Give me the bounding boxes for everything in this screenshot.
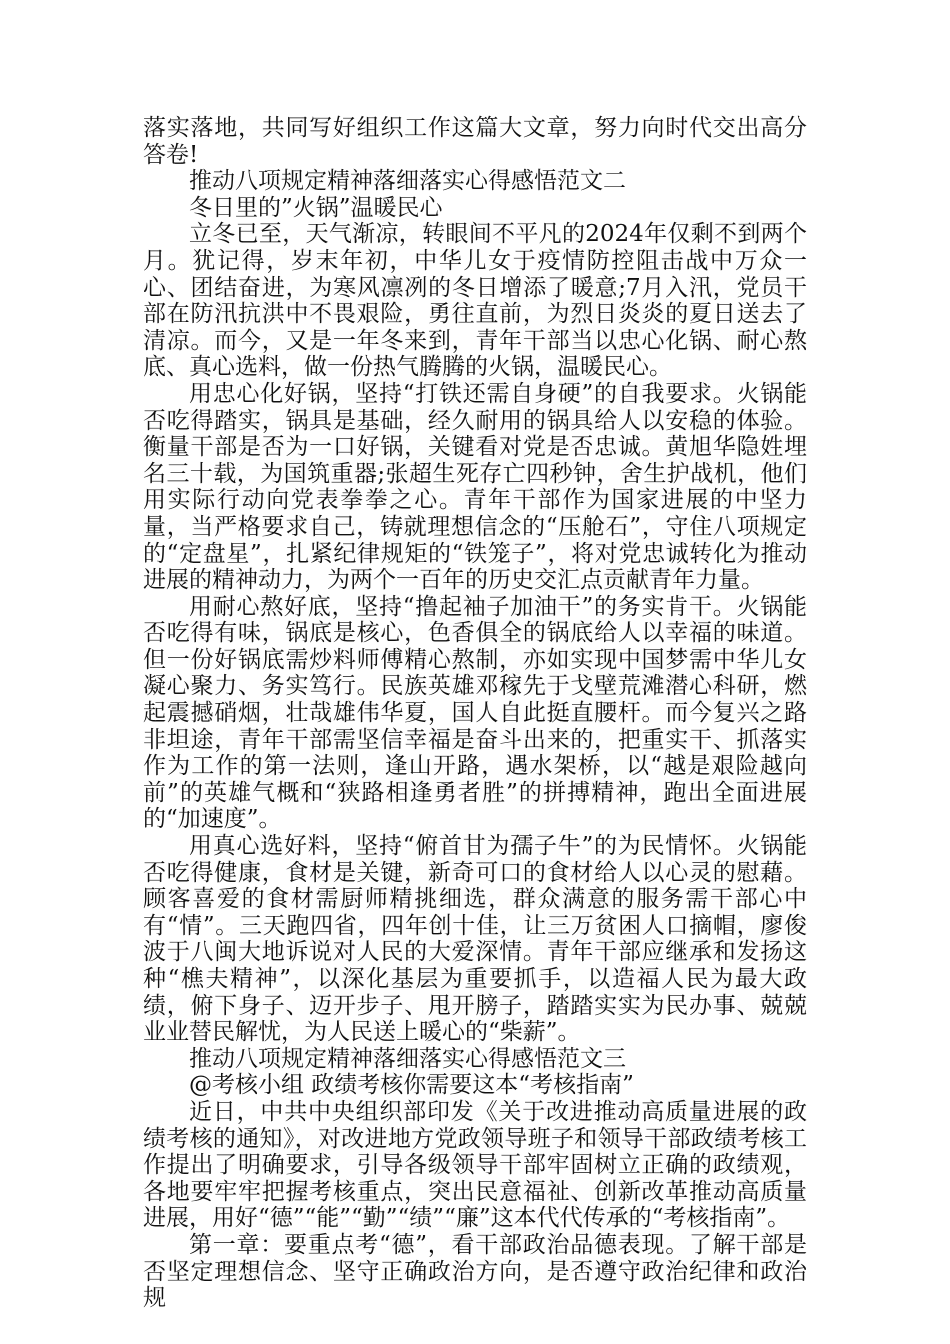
paragraph-loyalty: 用忠心化好锅，坚持“打铁还需自身硬”的自我要求。火锅能否吃得踏实，锅具是基础，经久耐用的锅具给人以安稳的体验。衡量干部是否为一口好锅，关键看对党是否忠诚。黄旭华隐姓埋名三十载，为国筑重器;张超生死存亡四秒钟，舍生护战机，他们用实际行动向党表拳拳之心。青年干部作为国家进展的中坚力量，当严格要求自己，铸就理想信念的“压舱石”，守住八项规定的“定盘星”，扎紧纪律规矩的“铁笼子”，将对党忠诚转化为推动进展的精神动力，为两个一百年的历史交汇点贡献青年力量。 — [143, 380, 807, 594]
article-title-3: @考核小组 政绩考核你需要这本“考核指南” — [189, 1072, 634, 1099]
paragraph-patience: 用耐心熬好底，坚持“撸起袖子加油干”的务实肯干。火锅能否吃得有味，锅底是核心，色香俱全的锅底给人以幸福的味道。但一份好锅底需炒料师傅精心熬制，亦如实现中国梦需中华儿女凝心聚力、务实笃行。民族英雄邓稼先于戈壁荒滩潜心科研，燃起震撼硝烟，壮哉雄伟华夏，国人自此挺直腰杆。而今复兴之路非坦途，青年干部需坚信幸福是奋斗出来的，把重实干、抓落实作为工作的第一法则，逢山开路，遇水架桥，以“越是艰险越向前”的英雄气概和“狭路相逢勇者胜”的拼搏精神，跑出全面进展的“加速度”。 — [143, 593, 807, 833]
paragraph-chapter-one: 第一章：要重点考“德”，看干部政治品德表现。了解干部是否坚定理想信念、坚守正确政治方向，是否遵守政治纪律和政治规 — [143, 1231, 807, 1312]
paragraph-continuation: 落实落地，共同写好组织工作这篇大文章，努力向时代交出高分答卷! — [143, 115, 807, 168]
article-title-2: 冬日里的”火锅”温暖民心 — [189, 194, 443, 221]
paragraph-intro: 立冬已至，天气渐凉，转眼间不平凡的2024年仅剩不到两个月。犹记得，岁末年初，中华儿女于疫情防控阻击战中万众一心、团结奋进，为寒风凛冽的冬日增添了暖意;7月入汛，党员干部在防汛抗洪中不畏艰险，勇往直前，为烈日炎炎的夏日送去了清凉。而今，又是一年冬来到，青年干部当以忠心化锅、耐心熬底、真心选料，做一份热气腾腾的火锅，温暖民心。 — [143, 221, 807, 381]
paragraph-notice: 近日，中共中央组织部印发《关于改进推动高质量进展的政绩考核的通知》，对改进地方党政领导班子和领导干部政绩考核工作提出了明确要求，引导各级领导干部牢固树立正确的政绩观，各地要牢牢把握考核重点，突出民意福祉、创新改革推动高质量进展，用好“德”“能”“勤”“绩”“廉”这本代代传承的“考核指南”。 — [143, 1098, 807, 1232]
paragraph-sincerity: 用真心选好料，坚持“俯首甘为孺子牛”的为民情怀。火锅能否吃得健康，食材是关键，新奇可口的食材给人以心灵的慰藉。顾客喜爱的食材需厨师精挑细选，群众满意的服务需干部心中有“情”。三天跑四省，四年创十佳，让三万贫困人口摘帽，廖俊波于八闽大地诉说对人民的大爱深情。青年干部应继承和发扬这种“樵夫精神”，以深化基层为重要抓手，以造福人民为最大政绩，俯下身子、迈开步子、甩开膀子，踏踏实实为民办事、兢兢业业替民解忧，为人民送上暖心的“柴薪”。 — [143, 833, 807, 1046]
document-page — [143, 115, 807, 1312]
section-title-2: 推动八项规定精神落细落实心得感悟范文二 — [189, 168, 626, 195]
section-title-3: 推动八项规定精神落细落实心得感悟范文三 — [189, 1045, 626, 1072]
